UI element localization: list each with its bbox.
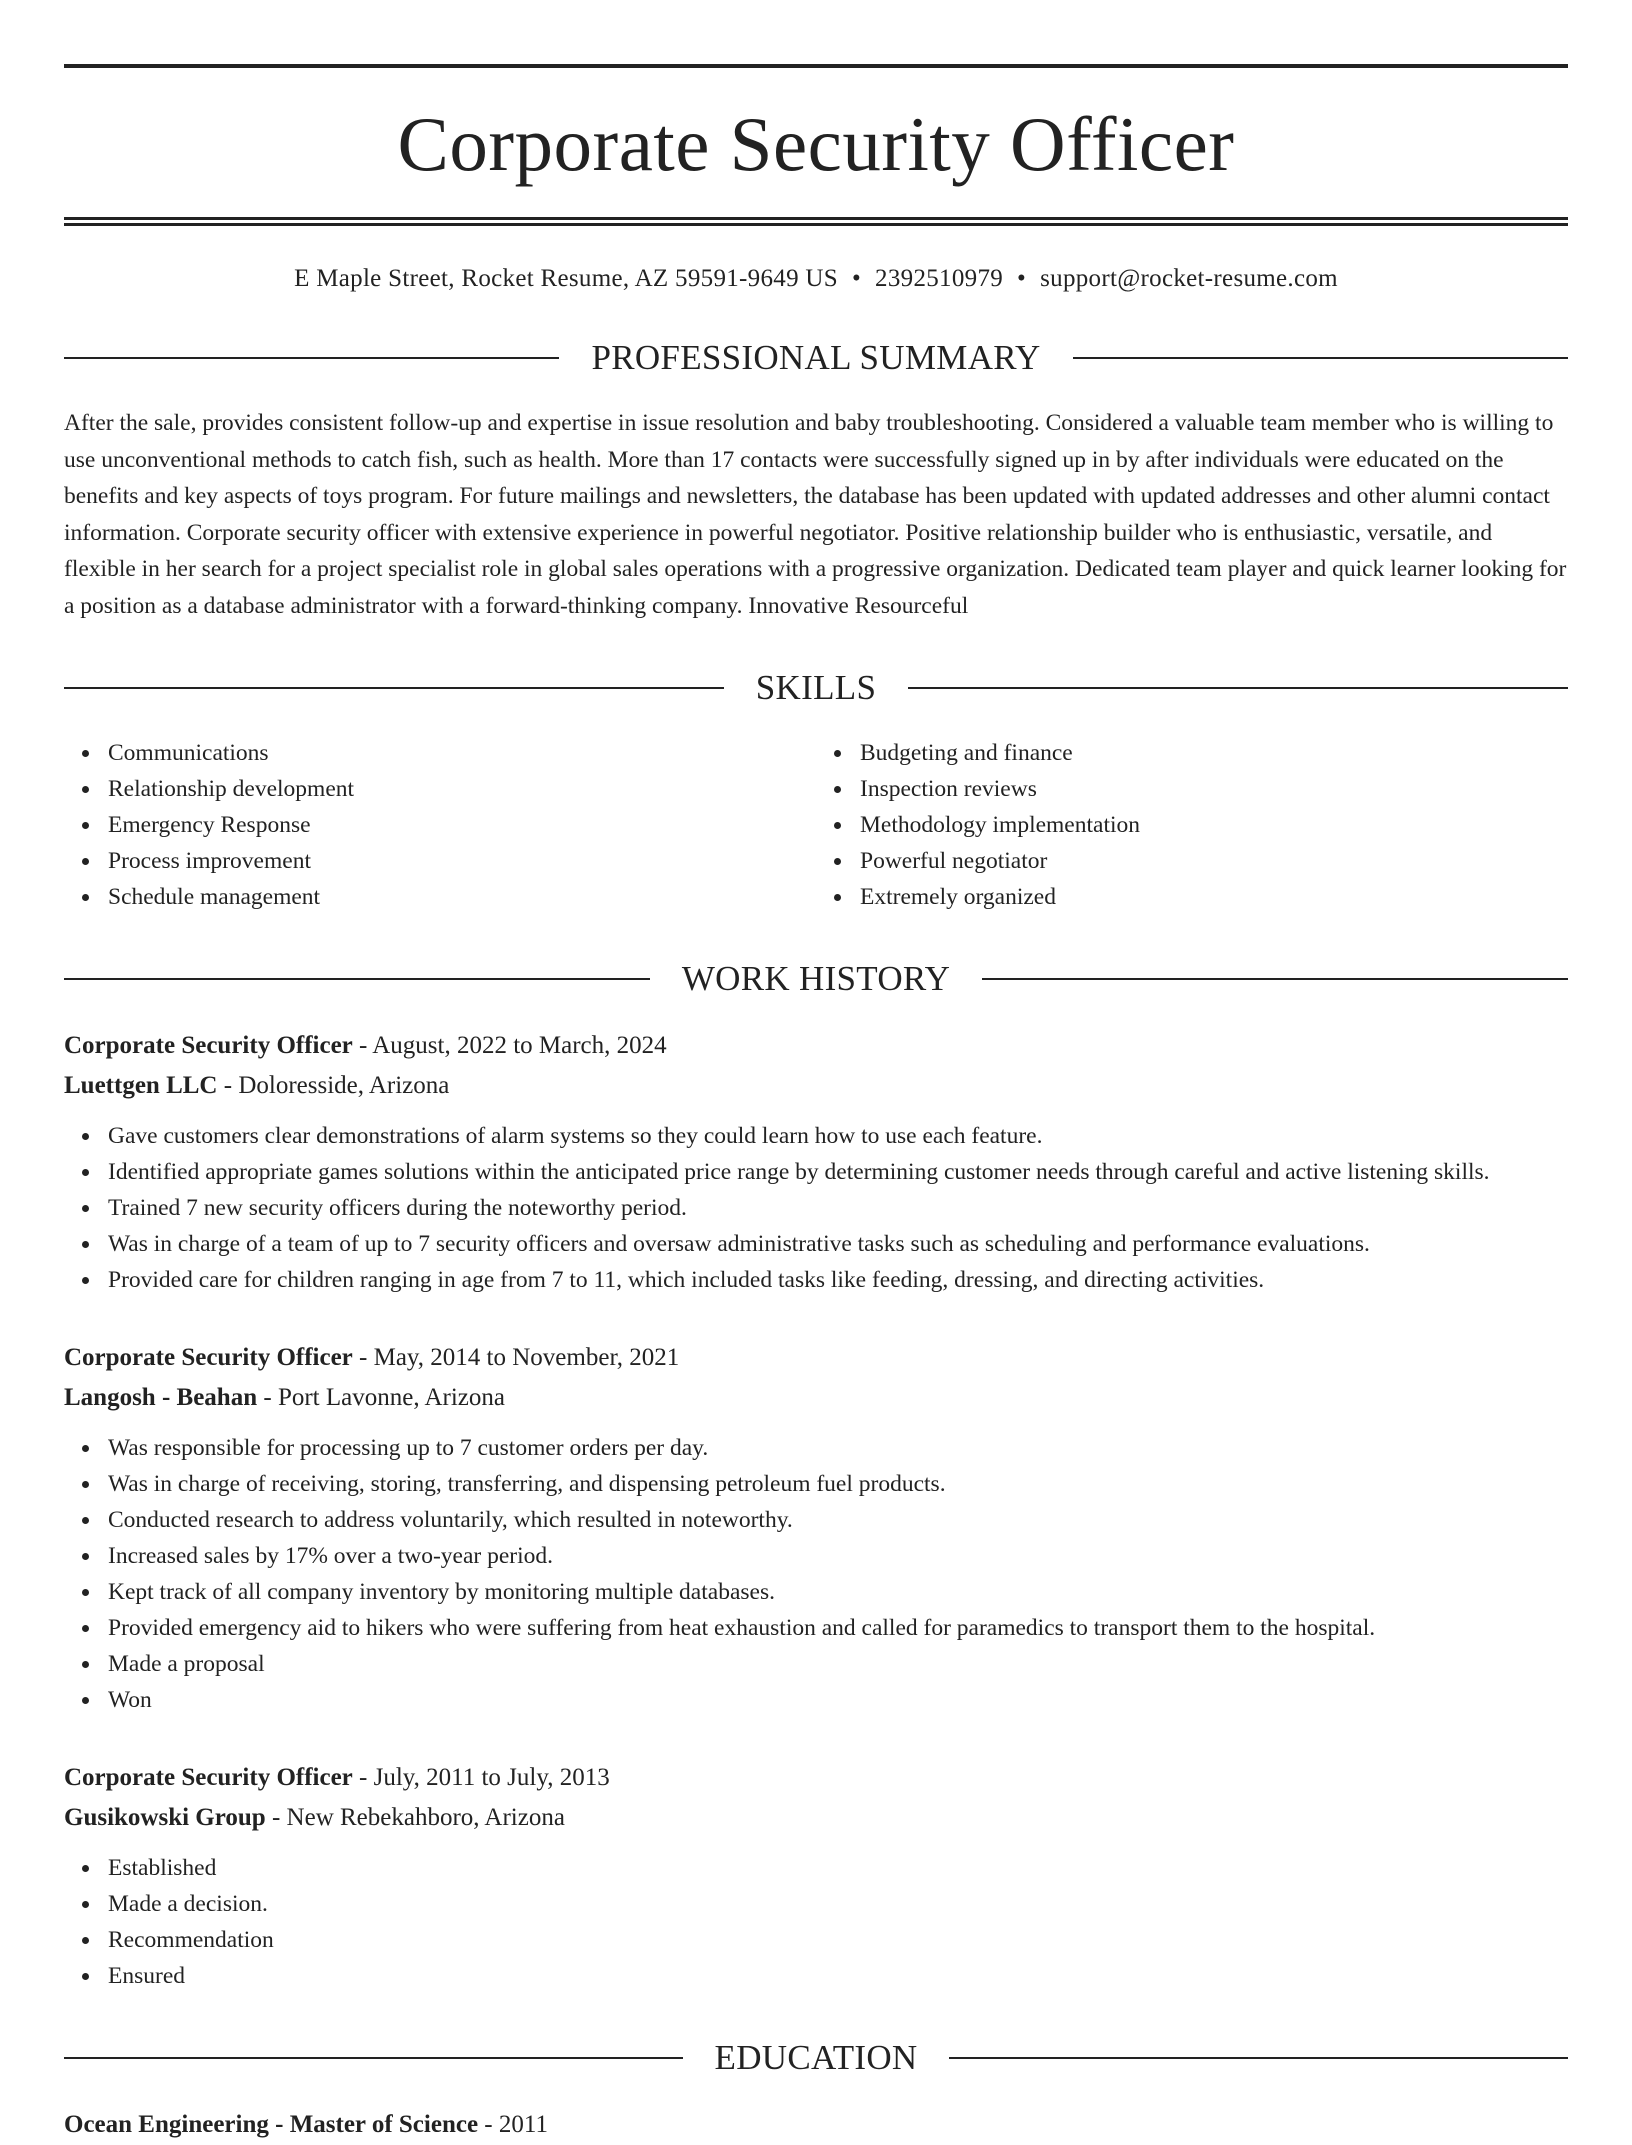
job-bullet: Made a decision. — [108, 1886, 1568, 1922]
contact-email: support@rocket-resume.com — [1040, 265, 1338, 292]
job-dates: July, 2011 to July, 2013 — [373, 1764, 610, 1791]
job-bullet: Provided care for children ranging in age from 7 to 11, which included tasks like feeding, dressing, and directing activities. — [108, 1262, 1568, 1298]
dash: - — [478, 2111, 499, 2138]
job-bullet: Recommendation — [108, 1922, 1568, 1958]
job-bullet: Was in charge of a team of up to 7 security officers and oversaw administrative tasks such as scheduling and performance evaluations. — [108, 1226, 1568, 1262]
resume-name: Corporate Security Officer — [397, 101, 1235, 187]
contact-separator: • — [851, 265, 862, 292]
dash: - — [352, 1764, 374, 1791]
skill-item: Budgeting and finance — [860, 735, 1568, 771]
dash: - — [217, 1072, 239, 1099]
job-bullets — [64, 1430, 1568, 1718]
job-bullet: Kept track of all company inventory by monitoring multiple databases. — [108, 1574, 1568, 1610]
job-company-line — [64, 1378, 1568, 1418]
job-title-line — [64, 1758, 1568, 1798]
job-bullet: Ensured — [108, 1958, 1568, 1994]
skill-item: Inspection reviews — [860, 771, 1568, 807]
job-title: Corporate Security Officer — [64, 1344, 353, 1371]
education-field: Ocean Engineering — [64, 2111, 269, 2138]
skill-item: Communications — [108, 735, 816, 771]
job-location: Port Lavonne, Arizona — [277, 1384, 505, 1411]
job-bullet: Was in charge of receiving, storing, transferring, and dispensing petroleum fuel products. — [108, 1466, 1568, 1502]
skills-heading: SKILLS — [755, 668, 877, 707]
skills-left-list — [64, 735, 816, 915]
job-entry — [64, 1338, 1568, 1718]
job-bullet: Provided emergency aid to hikers who were suffering from heat exhaustion and called for paramedics to transport them to the hospital. — [108, 1610, 1568, 1646]
summary-text: After the sale, provides consistent follow-up and expertise in issue resolution and baby troubleshooting. Considered a valuable team member who is willing to use unconventional methods to catch fish, such as health. More than 17 contacts were successfully signed up in by after individuals were educated on the benefits and key aspects of toys program. For future mailings and newsletters, the database has been updated with updated addresses and other alumni contact information. Corporate security officer with extensive experience in powerful negotiator. Positive relationship builder who is enthusiastic, versatile, and flexible in her search for a project specialist role in global sales operations with a progressive organization. Dedicated team player and quick learner looking for a position as a database administrator with a forward-thinking company. Innovative Resourceful — [64, 410, 1567, 619]
education-degree: Master of Science — [289, 2111, 479, 2138]
job-dates: August, 2022 to March, 2024 — [372, 1032, 667, 1059]
education-heading: EDUCATION — [714, 2038, 918, 2077]
double-rule — [64, 217, 1568, 226]
heading-rule — [982, 978, 1568, 980]
section-heading-skills — [64, 670, 1568, 705]
heading-rule — [64, 357, 559, 359]
job-location: New Rebekahboro, Arizona — [286, 1804, 565, 1831]
skill-item: Extremely organized — [860, 879, 1568, 915]
job-company: Langosh - Beahan — [64, 1384, 258, 1411]
heading-rule — [64, 687, 724, 689]
section-heading-summary — [64, 340, 1568, 375]
job-bullet: Identified appropriate games solutions within the anticipated price range by determining customer needs through careful and active listening skills. — [108, 1154, 1568, 1190]
job-bullet: Established — [108, 1850, 1568, 1886]
dash: - — [257, 1384, 278, 1411]
job-bullet: Increased sales by 17% over a two-year period. — [108, 1538, 1568, 1574]
dash: - — [352, 1344, 374, 1371]
skill-item: Relationship development — [108, 771, 816, 807]
job-company: Luettgen LLC — [64, 1072, 218, 1099]
job-company-line — [64, 1798, 1568, 1838]
job-title: Corporate Security Officer — [64, 1032, 353, 1059]
education-entry — [64, 2105, 1568, 2145]
job-bullet: Was responsible for processing up to 7 customer orders per day. — [108, 1430, 1568, 1466]
job-title: Corporate Security Officer — [64, 1764, 353, 1791]
dash: - — [268, 2111, 290, 2138]
job-company-line — [64, 1066, 1568, 1106]
skills-right-list — [816, 735, 1568, 915]
job-location: Doloresside, Arizona — [238, 1072, 450, 1099]
job-bullet: Made a proposal — [108, 1646, 1568, 1682]
heading-rule — [949, 2057, 1568, 2059]
heading-rule — [1073, 357, 1568, 359]
job-title-line — [64, 1338, 1568, 1378]
section-heading-education — [64, 2040, 1568, 2075]
dash: - — [352, 1032, 373, 1059]
job-entry — [64, 1026, 1568, 1298]
heading-rule — [64, 978, 650, 980]
job-bullets — [64, 1850, 1568, 1994]
job-title-line — [64, 1026, 1568, 1066]
contact-line — [64, 264, 1568, 294]
job-bullet: Trained 7 new security officers during the noteworthy period. — [108, 1190, 1568, 1226]
skill-item: Process improvement — [108, 843, 816, 879]
dash: - — [265, 1804, 287, 1831]
job-entry — [64, 1758, 1568, 1994]
job-bullet: Won — [108, 1682, 1568, 1718]
skill-item: Powerful negotiator — [860, 843, 1568, 879]
education-year: 2011 — [498, 2111, 548, 2138]
contact-separator: • — [1017, 265, 1027, 292]
job-bullet: Gave customers clear demonstrations of alarm systems so they could learn how to use each feature. — [108, 1118, 1568, 1154]
job-dates: May, 2014 to November, 2021 — [373, 1344, 680, 1371]
skill-item: Emergency Response — [108, 807, 816, 843]
summary-heading: PROFESSIONAL SUMMARY — [591, 338, 1041, 377]
skill-item: Methodology implementation — [860, 807, 1568, 843]
heading-rule — [908, 687, 1568, 689]
job-bullets — [64, 1118, 1568, 1298]
contact-address: E Maple Street, Rocket Resume, AZ 59591-9649 US — [294, 265, 838, 292]
job-company: Gusikowski Group — [64, 1804, 266, 1831]
top-rule — [64, 64, 1568, 68]
section-heading-work — [64, 961, 1568, 996]
job-bullet: Conducted research to address voluntarily, which resulted in noteworthy. — [108, 1502, 1568, 1538]
skills-columns — [64, 735, 1568, 915]
contact-phone: 2392510979 — [875, 265, 1004, 292]
skill-item: Schedule management — [108, 879, 816, 915]
heading-rule — [64, 2057, 683, 2059]
work-heading: WORK HISTORY — [681, 959, 951, 998]
